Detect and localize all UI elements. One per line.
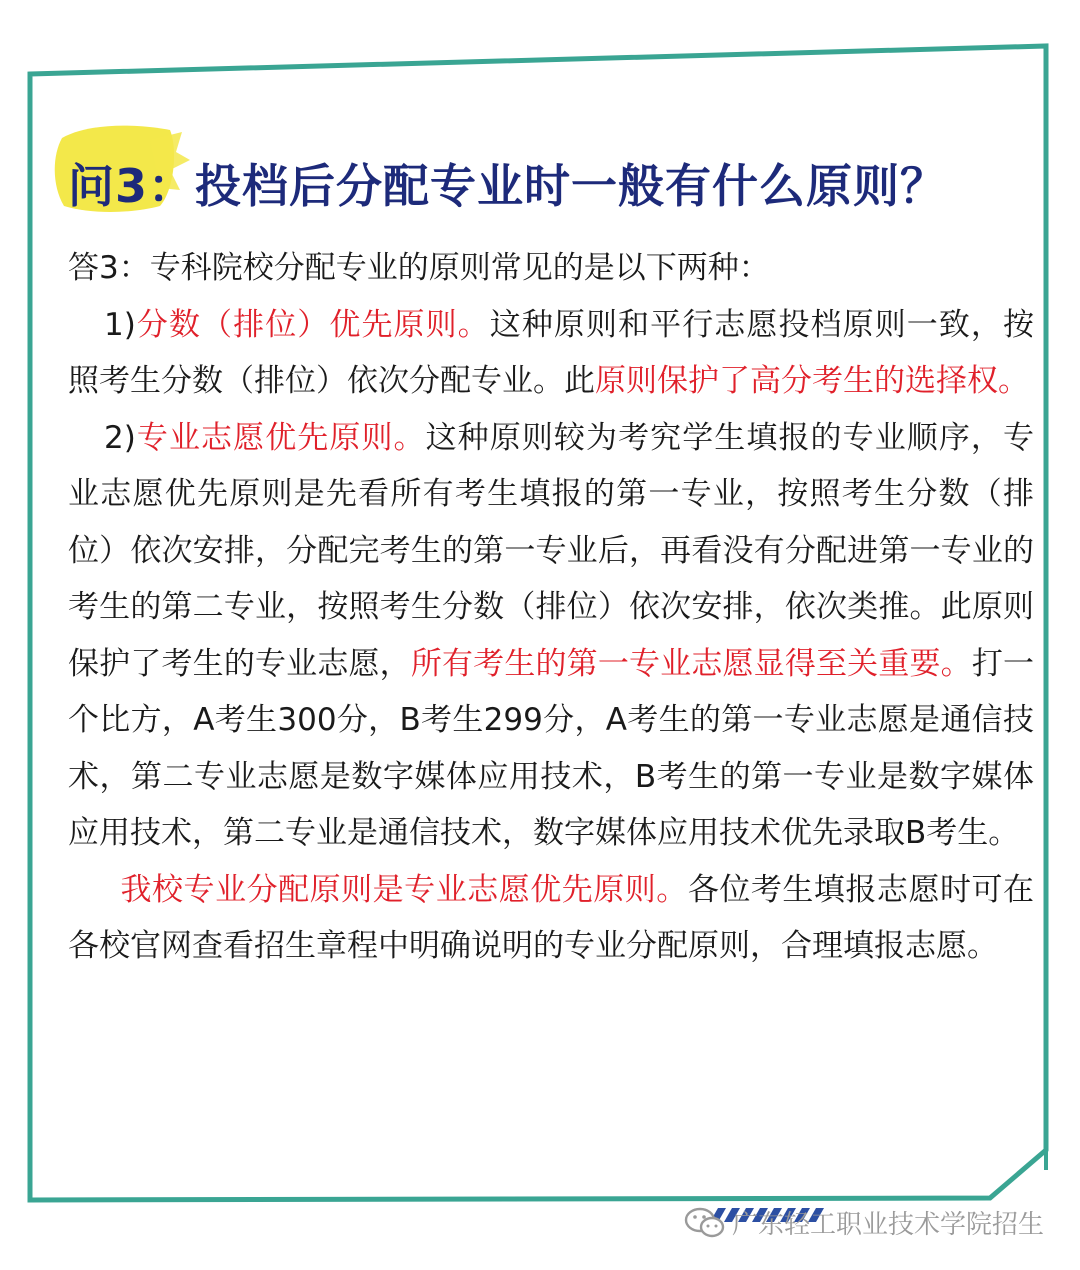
p2-number: 2) <box>104 419 136 456</box>
answer-body <box>68 240 1034 975</box>
watermark-text: 广东轻工职业技术学院招生 <box>731 1210 1044 1240</box>
p3-text: 各位考生填报志愿时可在各校官网查看招生章程中明确说明的专业分配原则，合理填报志愿。 <box>68 871 1034 964</box>
p1-text: 这种原则和平行志愿投档原则一致，按照考生分数（排位）依次分配专业。此 <box>68 306 1035 399</box>
p2-text: 这种原则较为考究学生填报的专业顺序，专业志愿优先原则是先看所有考生填报的第一专业，按照考生分数（排位）依次安排，分配完考生的第一专业后，再看没有分配进第一专业的考生的第二专业，按照考生分数（排位）依次安排，依次类推。此原则保护了考生的专业志愿， <box>68 419 1035 682</box>
answer-paragraph-3 <box>68 862 1034 975</box>
p2-red-emphasis: 所有考生的第一专业志愿显得至关重要。 <box>410 645 972 682</box>
p1-number: 1) <box>104 306 136 343</box>
p3-red-heading: 我校专业分配原则是专业志愿优先原则。 <box>120 871 688 908</box>
p2-red-heading: 专业志愿优先原则。 <box>135 419 426 456</box>
p1-red-emphasis: 原则保护了高分考生的选择权。 <box>595 363 1029 399</box>
watermark <box>684 1204 1044 1241</box>
frame-accent <box>828 1150 1046 1198</box>
p1-red-heading: 分数（排位）优先原则。 <box>135 306 490 343</box>
answer-paragraph-1 <box>68 297 1034 410</box>
p2-text-example: 打一个比方，A考生300分，B考生299分，A考生的第一专业志愿是通信技术，第二专业志愿是数字媒体应用技术，B考生的第一专业是数字媒体应用技术，第二专业是通信技术，数字媒体应用技术优先录取B考生。 <box>68 645 1035 851</box>
answer-intro: 答3：专科院校分配专业的原则常见的是以下两种： <box>68 250 770 286</box>
wechat-icon <box>684 1206 726 1240</box>
question-title: 问3：投档后分配专业时一般有什么原则？ <box>68 159 948 213</box>
answer-paragraph-2 <box>68 410 1034 862</box>
